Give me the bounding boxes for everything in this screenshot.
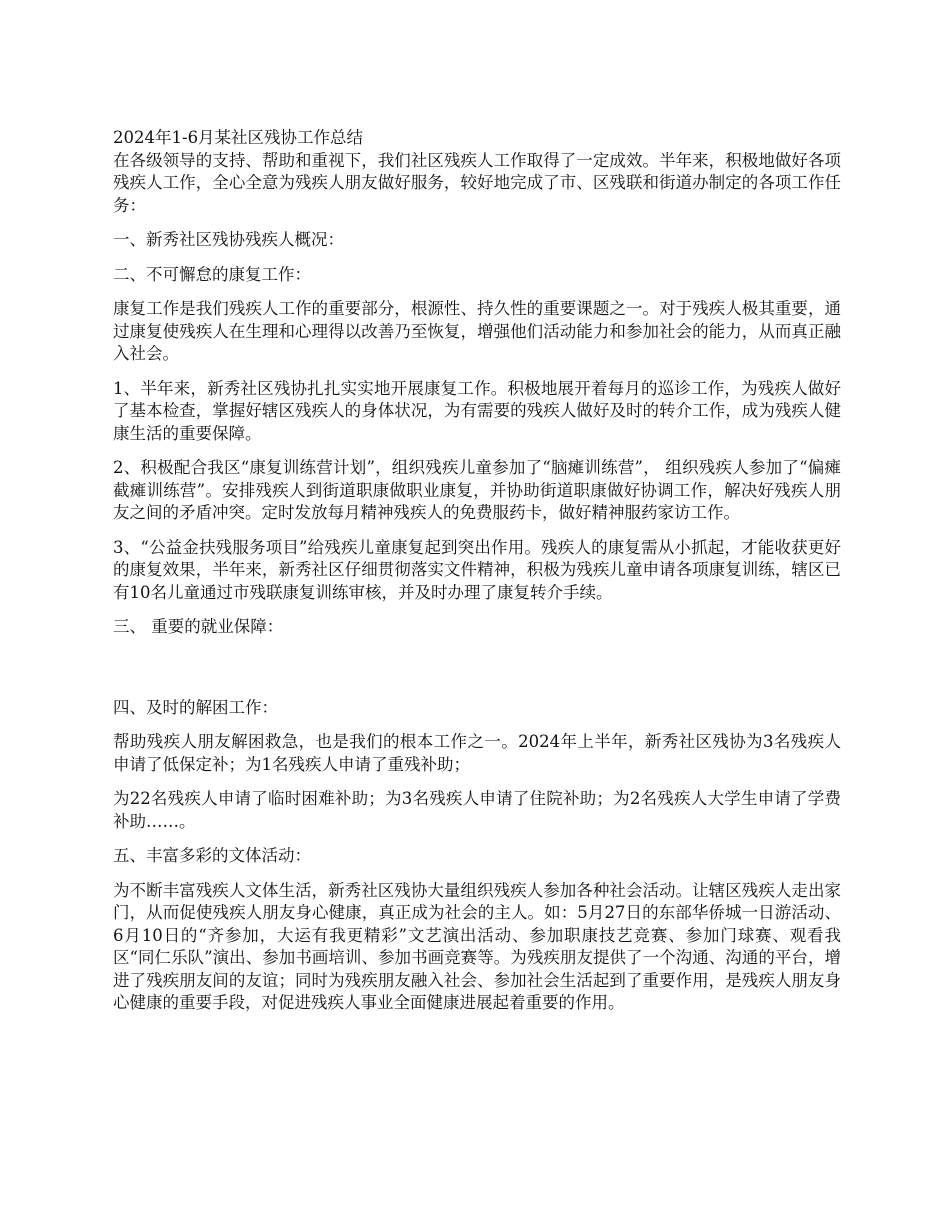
section-heading-employment: 三、 重要的就业保障： [113, 617, 284, 636]
activities-paragraph: 为不断丰富残疾人文体生活，新秀社区残协大量组织残疾人参加各种社会活动。让辖区残疾人走出家门，从而促使残疾人朋友身心健康，真正成为社会的主人。如：5月27日的东部华侨城一日游活动、6月10日的“齐参加，大运有我更精彩”文艺演出活动、参加职康技艺竞赛、参加门球赛、观看我区“同仁乐队”演出、参加书画培训、参加书画竞赛等。为残疾朋友提供了一个沟通、沟通的平台，增进了残疾朋友间的友谊；同时为残疾朋友融入社会、参加社会生活起到了重要作用，是残疾人朋友身心健康的重要手段，对促进残疾人事业全面健康进展起着重要的作用。 [113, 880, 841, 1012]
blank-spacer [113, 651, 841, 697]
section-heading-activities: 五、丰富多彩的文体活动： [113, 846, 311, 865]
intro-paragraph: 在各级领导的支持、帮助和重视下，我们社区残疾人工作取得了一定成效。半年来，积极地做好各项残疾人工作，全心全意为残疾人朋友做好服务，较好地完成了市、区残联和街道办制定的各项工作任务： [113, 150, 841, 215]
rehabilitation-item-3: 3、“公益金扶残服务项目”给残疾儿童康复起到突出作用。残疾人的康复需从小抓起，才能收获更好的康复效果，半年来，新秀社区仔细贯彻落实文件精神，积极为残疾儿童申请各项康复训练，辖区已有10名儿童通过市残联康复训练审核，并及时办理了康复转介手续。 [113, 537, 841, 602]
section-heading-overview: 一、新秀社区残协残疾人概况： [113, 230, 344, 249]
rehabilitation-paragraph: 康复工作是我们残疾人工作的重要部分，根源性、持久性的重要课题之一。对于残疾人极其重要，通过康复使残疾人在生理和心理得以改善乃至恢复，增强他们活动能力和参加社会的能力，从而真正融入社会。 [113, 299, 841, 363]
document-page [113, 127, 841, 1027]
section-heading-rehabilitation: 二、不可懈怠的康复工作： [113, 264, 311, 284]
relief-paragraph-1: 帮助残疾人朋友解困救急，也是我们的根本工作之一。2024年上半年，新秀社区残协为3名残疾人申请了低保定补；为1名残疾人申请了重残补助； [113, 732, 841, 774]
document-title: 2024年1-6月某社区残协工作总结 [113, 128, 364, 147]
rehabilitation-item-2: 2、积极配合我区“康复训练营计划”，组织残疾儿童参加了“脑瘫训练营”， 组织残疾人参加了“偏瘫截瘫训练营”。安排残疾人到街道职康做职业康复，并协助街道职康做好协调工作，解决好残疾人朋友之间的矛盾冲突。定时发放每月精神残疾人的免费服药卡，做好精神服药家访工作。 [113, 458, 841, 522]
rehabilitation-item-1: 1、半年来，新秀社区残协扎扎实实地开展康复工作。积极地展开着每月的巡诊工作，为残疾人做好了基本检查，掌握好辖区残疾人的身体状况，为有需要的残疾人做好及时的转介工作，成为残疾人健康生活的重要保障。 [113, 378, 841, 443]
relief-paragraph-2: 为22名残疾人申请了临时困难补助；为3名残疾人申请了住院补助；为2名残疾人大学生申请了学费补助……。 [113, 789, 841, 831]
section-heading-relief: 四、及时的解困工作： [113, 697, 278, 717]
